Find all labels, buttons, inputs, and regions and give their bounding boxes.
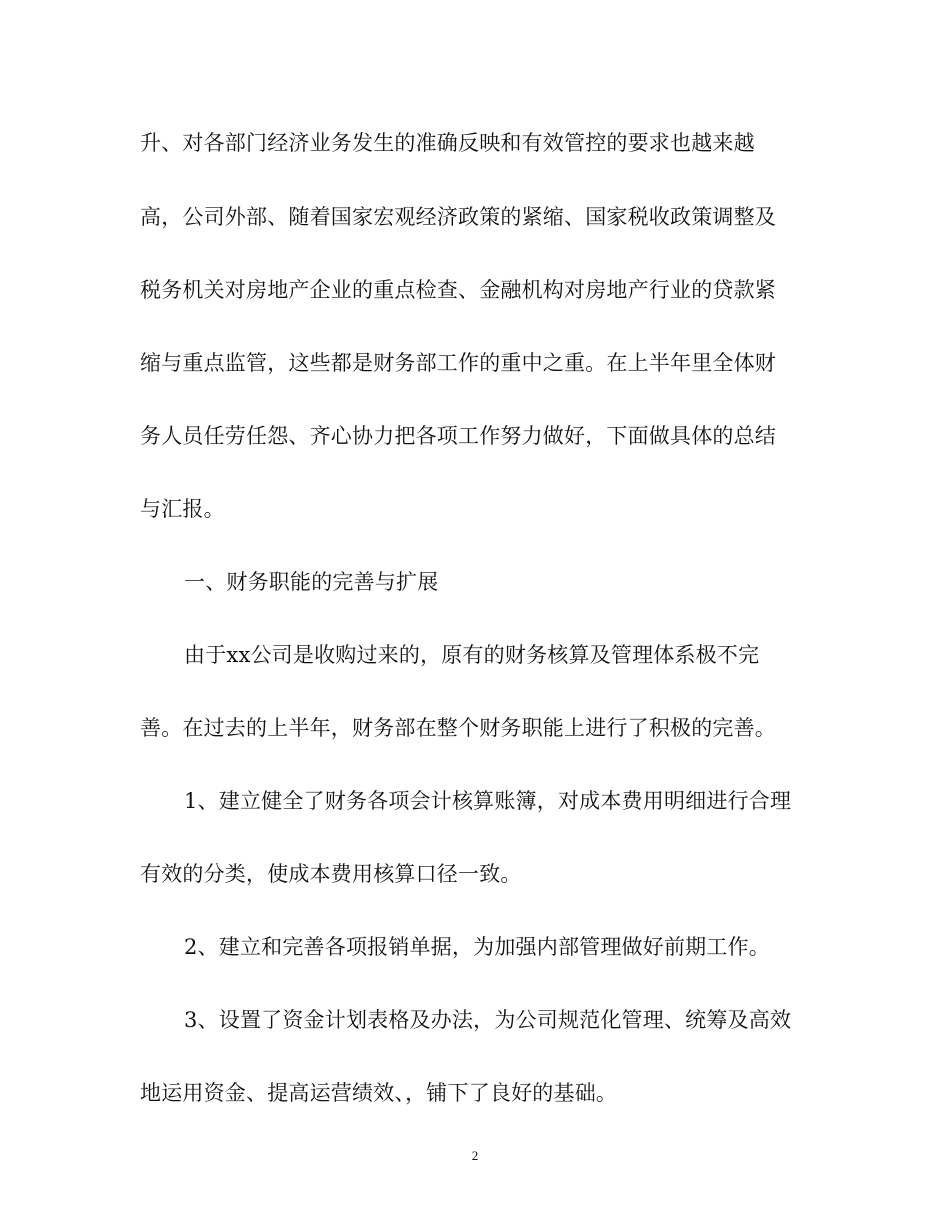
body-text-line: 与汇报。 — [140, 497, 225, 521]
body-text-line: 务人员任劳任怨、齐心协力把各项工作努力做好，下面做具体的总结 — [140, 424, 776, 448]
body-text-line: 善。在过去的上半年，财务部在整个财务职能上进行了积极的完善。 — [140, 716, 776, 740]
body-text-line: 高，公司外部、随着国家宏观经济政策的紧缩、国家税收政策调整及 — [140, 205, 776, 229]
list-item-line: 地运用资金、提高运营绩效、，铺下了良好的基础。 — [140, 1081, 618, 1105]
list-item-line: 1、建立健全了财务各项会计核算账簿，对成本费用明细进行合理 — [184, 789, 792, 813]
page-number: 2 — [471, 1148, 479, 1163]
list-item-line: 3、设置了资金计划表格及办法，为公司规范化管理、统筹及高效 — [184, 1008, 792, 1032]
section-heading: 一、财务职能的完善与扩展 — [184, 570, 439, 594]
list-item-line: 有效的分类，使成本费用核算口径一致。 — [140, 862, 522, 886]
body-text-line: 缩与重点监管，这些都是财务部工作的重中之重。在上半年里全体财 — [140, 351, 776, 375]
body-text-line: 由于xx公司是收购过来的，原有的财务核算及管理体系极不完 — [184, 643, 760, 667]
body-text-line: 升、对各部门经济业务发生的准确反映和有效管控的要求也越来越 — [140, 131, 755, 155]
list-item-line: 2、建立和完善各项报销单据，为加强内部管理做好前期工作。 — [184, 935, 770, 959]
body-text-line: 税务机关对房地产企业的重点检查、金融机构对房地产行业的贷款紧 — [140, 278, 776, 302]
